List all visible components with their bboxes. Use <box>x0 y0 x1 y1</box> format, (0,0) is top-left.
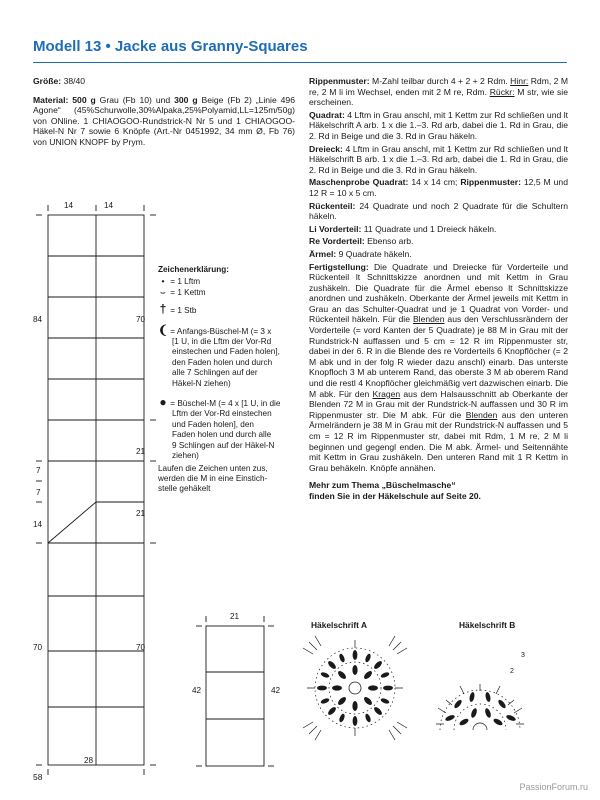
legend-lftm: • = 1 Lftm <box>158 277 308 287</box>
cluster-icon: ● <box>159 395 167 410</box>
neckline-diagonal <box>48 502 96 543</box>
li-vorderteil-paragraph: Li Vorderteil: 11 Quadrate und 1 Dreieck häkeln. <box>309 223 497 234</box>
dim-left-84: 84 <box>33 315 43 324</box>
dim-right-70-b: 70 <box>136 643 146 652</box>
crochet-chart-a <box>303 636 407 740</box>
dim-top-14-a: 14 <box>64 201 74 210</box>
dim-sleeve-right-42: 42 <box>271 686 281 695</box>
chart-a-label: Häkelschrift A <box>311 620 368 630</box>
dim-bottom-28: 28 <box>84 756 94 765</box>
aermel-paragraph: Ärmel: 9 Quadrate häkeln. <box>309 248 412 259</box>
rueckenteil-paragraph: Rückenteil: 24 Quadrate und noch 2 Quadrate für die Schultern häkeln. <box>309 200 568 222</box>
dreieck-paragraph: Dreieck: 4 Lftm in Grau anschl, mit 1 Kettm zur Rd schließen und lt Häkelschrift B arb. 1 x die 1.–3. Rd arb, dabei die 1. Rd in Grau, die 2. Rd in Beige und die 3. Rd in Grau häkeln. <box>309 143 568 175</box>
more-info: Mehr zum Thema „Büschelmasche“ finden Sie in der Häkelschule auf Seite 20. <box>309 480 481 501</box>
chart-b-label: Häkelschrift B <box>459 620 516 630</box>
dim-left-7-a: 7 <box>36 466 41 475</box>
legend-stb: † = 1 Stb <box>159 302 197 317</box>
re-vorderteil-paragraph: Re Vorderteil: Ebenso arb. <box>309 236 414 247</box>
chart-b-round-3: 3 <box>521 652 525 659</box>
dim-right-70: 70 <box>136 315 146 324</box>
double-crochet-icon: † <box>159 302 167 317</box>
legend-note: Laufen die Zeichen unten zus, werden die M in eine Einstich- stelle gehäkelt <box>158 463 268 494</box>
dim-top-14-b: 14 <box>104 201 114 210</box>
legend-title: Zeichenerklärung: <box>158 265 229 274</box>
watermark: PassionForum.ru <box>519 782 588 792</box>
fertigstellung-paragraph: Fertigstellung: Die Quadrate und Dreiecke für Vorderteile und Rückenteil lt Schnittskizze anordnen und mit Kettm in Grau zushäkeln. Die Quadrate für die Ärmel ebenso lt Schnittskizze anordnen und zushäkeln. Oberkante der Ärmel jeweils mit Kettm in Grau an das Schulter-Quadrat und je 1 Quadrat von Vorder- und Rückenteil häkeln. Für die Blenden aus den Verschlussrändern der Vorderteile (= vord Kanten der 5 Quadrate) je 88 M in Grau mit der Rundstrick-N auffassen und 5 cm = 12 R im Rippenmuster str, dabei in der 6. R in die Blende des re Vorderteils 6 Knopflöcher (= 2 M abk und in der folg R wieder dazu anschl) einarb. Das unterste Knopfloch 3 M ab unterem Rand, das oberste 3 M ab oberem Rand und die restl 4 Knopflöcher gleichmäßig vert dazwischen einarb. Die M abk. Für den Kragen aus dem Halsausschnitt ab Oberkante der Blenden 72 M in Grau mit der Rundstrick-N auffassen und 30 R im Rippenmuster str. Die M abk. Für die Blenden aus den unteren Ärmelrändern je 38 M in Grau mit der Rundstrick-N auffassen und 5 cm = 12 R im Rippenmuster str, dabei mit Rdm, 1 M re, 2 M li beginnen und gegengl enden. Die M abk. Ärmel- und Seitennähte mit Kettm in Grau zushäkeln. Den unteren Rand mit 1 R Kettm in Grau behäkeln. Knöpfe annähen. <box>309 261 569 473</box>
sleeve-outline <box>206 626 264 766</box>
dim-sleeve-left-42: 42 <box>192 686 202 695</box>
dim-right-21-b: 21 <box>136 509 146 518</box>
rippenmuster-paragraph: Rippenmuster: M-Zahl teilbar durch 4 + 2 + 2 Rdm. Hinr: Rdm, 2 M re, 2 M li im Wechsel, enden mit 2 M re, Rdm. Rückr: M str, wie sie erscheinen. <box>309 76 568 108</box>
dim-left-70: 70 <box>33 643 43 652</box>
dim-left-14: 14 <box>33 520 43 529</box>
maschenprobe-paragraph: Maschenprobe Quadrat: 14 x 14 cm; Rippenmuster: 12,5 M und 12 R = 10 x 5 cm. <box>309 177 568 198</box>
quadrat-paragraph: Quadrat: 4 Lftm in Grau anschl, mit 1 Kettm zur Rd schließen und lt Häkelschrift A arb. 1 x die 1.–3. Rd arb, dabei die 1. Rd in Grau, die 2. Rd in Beige und die 3. Rd in Grau häkeln. <box>309 109 568 141</box>
legend-bueschel: ● = Büschel-M (= 4 x [1 U, in die Lftm der Vor-Rd einstechen und Faden holen], den Faden holen und durch alle 9 Schlingen auf der Häkel-N ziehen) <box>159 395 281 461</box>
dim-left-7-b: 7 <box>36 488 41 497</box>
page-number: 58 <box>33 772 43 782</box>
crochet-chart-b <box>436 684 524 730</box>
page-title: Modell 13 • Jacke aus Granny-Squares <box>33 38 308 55</box>
legend-anfangs-bueschel: ❨ = Anfangs-Büschel-M (= 3 x [1 U, in die Lftm der Vor-Rd einstechen und Faden holen], den Faden holen und durch alle 7 Schlingen auf der Häkel-N ziehen) <box>158 322 280 388</box>
size-line: Größe: 38/40 <box>33 76 86 86</box>
chart-b-round-2: 2 <box>510 668 514 675</box>
material-paragraph: Material: 500 g Grau (Fb 10) und 300 g Beige (Fb 2) „Linie 496 Agone“ (45%Schurwolle,30%Alpaka,25%Polyamid,LL=125m/50g) von ONline. 1 CHIAOGOO-Rundstrick-N Nr 5 und 1 CHIAOGOO-Häkel-N Nr 7 sowie 6 Knöpfe (Art.-Nr 0451992, 34 mm Ø, Fb 76) von UNION KNOPF by Prym. <box>33 94 295 147</box>
dim-sleeve-top-21: 21 <box>230 612 240 621</box>
chain-stitch-icon: • <box>161 277 165 287</box>
start-cluster-icon: ❨ <box>158 322 169 337</box>
dim-right-21-a: 21 <box>136 447 146 456</box>
legend-kettm: ⌣ = 1 Kettm <box>158 288 308 298</box>
slip-stitch-icon: ⌣ <box>160 287 166 297</box>
